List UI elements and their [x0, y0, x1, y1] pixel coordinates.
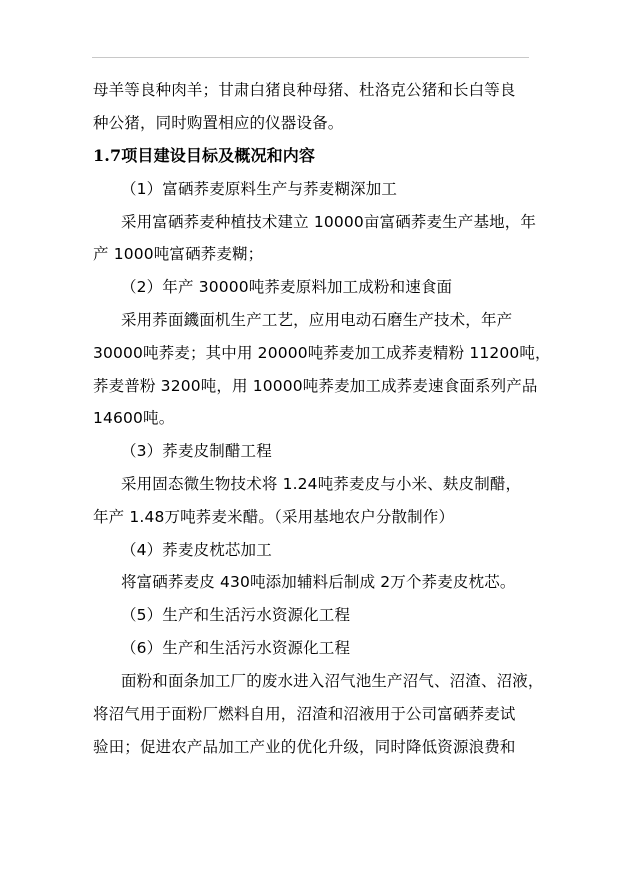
item-heading-3: （3）荞麦皮制醋工程 — [121, 442, 272, 460]
item-heading-6: （6）生产和生活污水资源化工程 — [121, 639, 351, 657]
text-line-16: 将富硒荞麦皮 430吨添加辅料后制成 2万个荞麦皮枕芯。 — [121, 573, 516, 591]
text-line-8: 采用荞面鐖面机生产工艺，应用电动石磨生产技术，年产 — [121, 311, 513, 329]
text-line-6: 产 1000吨富硒荞麦糊； — [93, 245, 264, 263]
text-line-10: 荞麦普粉 3200吨，用 10000吨荞麦加工成荞麦速食面系列产品 — [93, 377, 538, 395]
item-heading-1: （1）富硒荞麦原料生产与荞麦糊深加工 — [121, 180, 398, 198]
text-line-21: 验田；促进农产品加工产业的优化升级，同时降低资源浪费和 — [93, 738, 516, 756]
text-line-9: 30000吨荞麦；其中用 20000吨荞麦加工成荞麦精粉 11200吨， — [93, 344, 551, 362]
text-line-20: 将沼气用于面粉厂燃料自用，沼渣和沼液用于公司富硒荞麦试 — [93, 705, 516, 723]
text-line-14: 年产 1.48万吨荞麦米醋。（采用基地农户分散制作） — [93, 508, 455, 526]
text-line-2: 种公猪，同时购置相应的仪器设备。 — [93, 114, 344, 132]
text-line-19: 面粉和面条加工厂的废水进入沼气池生产沼气、沼渣、沼液， — [121, 672, 544, 690]
section-heading: 1.7项目建设目标及概况和内容 — [93, 146, 316, 165]
header-rule — [92, 57, 529, 58]
item-heading-4: （4）荞麦皮枕芯加工 — [121, 541, 272, 559]
text-line-5: 采用富硒荞麦种植技术建立 10000亩富硒荞麦生产基地，年 — [121, 213, 537, 231]
text-line-1: 母羊等良种肉羊；甘肃白猪良种母猪、杜洛克公猪和长白等良 — [93, 81, 516, 99]
item-heading-5: （5）生产和生活污水资源化工程 — [121, 606, 351, 624]
text-line-11: 14600吨。 — [93, 409, 175, 427]
item-heading-2: （2）年产 30000吨荞麦原料加工成粉和速食面 — [121, 278, 453, 296]
text-line-13: 采用固态微生物技术将 1.24吨荞麦皮与小米、麸皮制醋， — [121, 475, 522, 493]
